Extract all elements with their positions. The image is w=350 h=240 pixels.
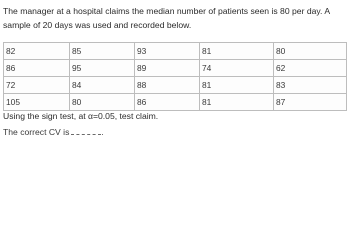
data-table <box>3 42 347 111</box>
table-cell: 105 <box>4 94 70 111</box>
table-cell: 93 <box>135 43 200 60</box>
question-text: Using the sign test, at α=0.05, test claim. <box>3 111 159 121</box>
table-cell: 80 <box>70 94 135 111</box>
table-cell: 85 <box>70 43 135 60</box>
table-row <box>4 77 347 94</box>
table-cell: 87 <box>274 94 347 111</box>
table-row <box>4 60 347 77</box>
answer-line <box>3 126 104 138</box>
answer-blank[interactable] <box>71 126 104 137</box>
table-cell: 86 <box>4 60 70 77</box>
table-cell: 95 <box>70 60 135 77</box>
table-cell: 84 <box>70 77 135 94</box>
table-cell: 62 <box>274 60 347 77</box>
table-cell: 81 <box>200 43 274 60</box>
table-cell: 81 <box>200 94 274 111</box>
answer-prompt: The correct CV is <box>3 127 70 137</box>
table-row <box>4 43 347 60</box>
table-cell: 89 <box>135 60 200 77</box>
table-cell: 88 <box>135 77 200 94</box>
table-cell: 74 <box>200 60 274 77</box>
table-row <box>4 94 347 111</box>
problem-statement: The manager at a hospital claims the median number of patients seen is 80 per day. A sample of 20 days was used and recorded below. <box>3 6 330 30</box>
table-cell: 82 <box>4 43 70 60</box>
table-cell: 86 <box>135 94 200 111</box>
table-cell: 72 <box>4 77 70 94</box>
answer-suffix: . <box>101 127 104 137</box>
table-cell: 80 <box>274 43 347 60</box>
table-cell: 81 <box>200 77 274 94</box>
table-cell: 83 <box>274 77 347 94</box>
